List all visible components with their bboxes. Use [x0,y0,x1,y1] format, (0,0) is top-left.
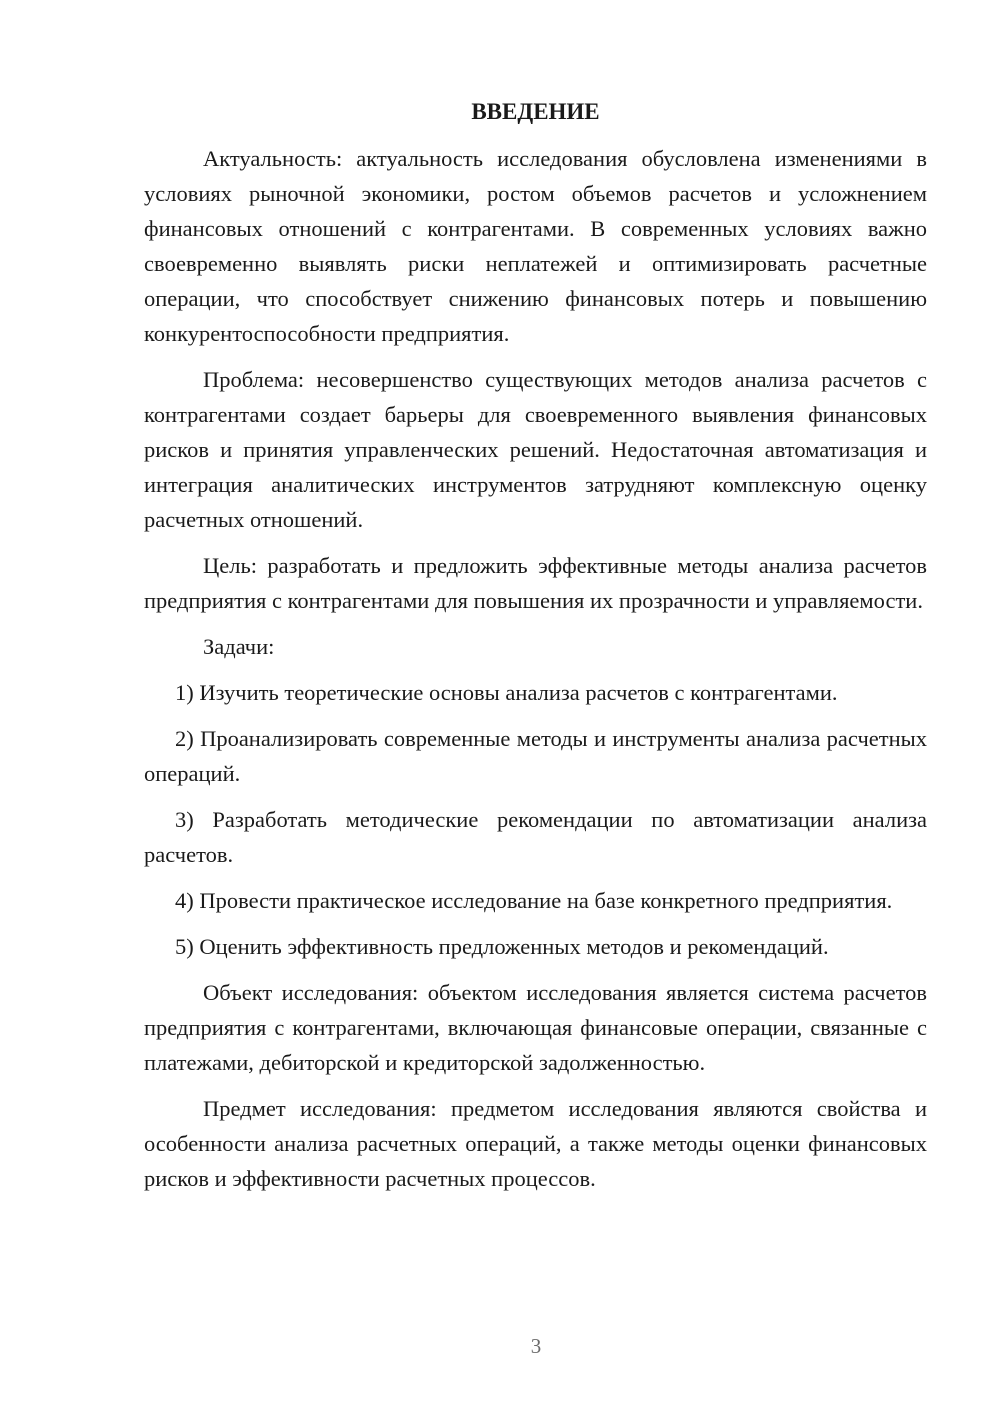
problem-paragraph: Проблема: несовершенство существующих методов анализа расчетов с контрагентами создает барьеры для своевременного выявления финансовых рисков и принятия управленческих решений. Недостаточная автоматизация и интеграция аналитических инструментов затрудняют комплексную оценку расчетных отношений. [144,367,927,532]
subject-paragraph: Предмет исследования: предметом исследования являются свойства и особенности анализа расчетных операций, а также методы оценки финансовых рисков и эффективности расчетных процессов. [144,1096,927,1191]
task-item: 4) Провести практическое исследование на базе конкретного предприятия. [175,888,893,913]
tasks-label: Задачи: [203,634,275,659]
page-body [144,94,927,1207]
task-item: 1) Изучить теоретические основы анализа расчетов с контрагентами. [175,680,838,705]
goal-paragraph: Цель: разработать и предложить эффективные методы анализа расчетов предприятия с контрагентами для повышения их прозрачности и управляемости. [144,553,927,613]
task-item: 3) Разработать методические рекомендации по автоматизации анализа расчетов. [144,807,927,867]
page-number: 3 [530,1334,542,1358]
object-paragraph: Объект исследования: объектом исследования является система расчетов предприятия с контрагентами, включающая финансовые операции, связанные с платежами, дебиторской и кредиторской задолженностью. [144,980,927,1075]
relevance-paragraph: Актуальность: актуальность исследования обусловлена изменениями в условиях рыночной экономики, ростом объемов расчетов и усложнением финансовых отношений с контрагентами. В современных условиях важно своевременно выявлять риски неплатежей и оптимизировать расчетные операции, что способствует снижению финансовых потерь и повышению конкурентоспособности предприятия. [144,146,927,346]
task-item: 5) Оценить эффективность предложенных методов и рекомендаций. [175,934,829,959]
task-item: 2) Проанализировать современные методы и инструменты анализа расчетных операций. [144,726,927,786]
section-heading: ВВЕДЕНИЕ [471,99,600,124]
